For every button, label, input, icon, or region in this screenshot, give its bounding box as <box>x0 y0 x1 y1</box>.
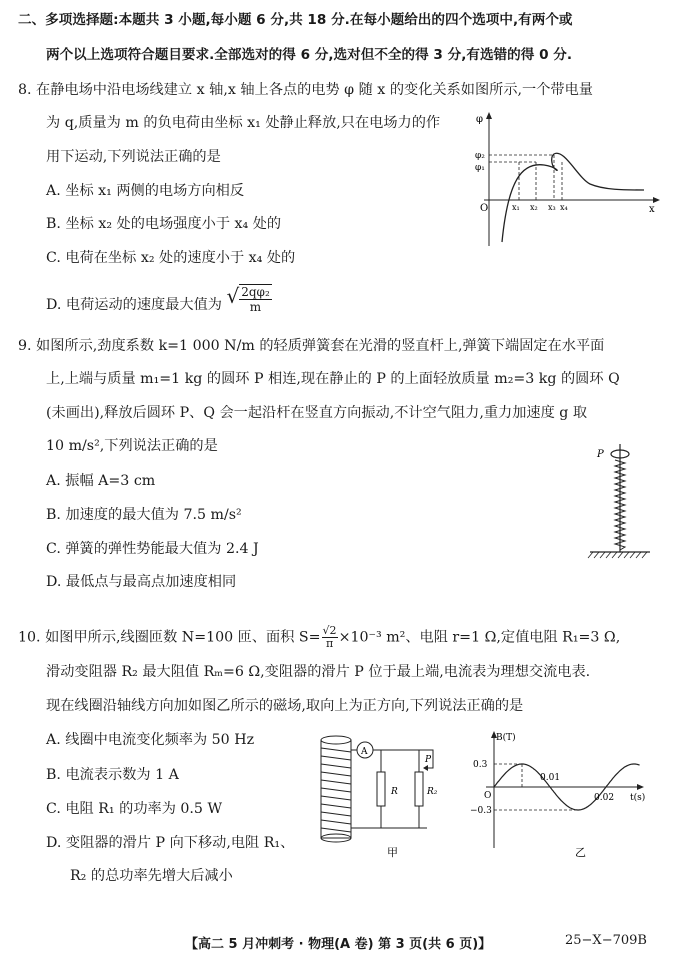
bt-graph-ylabel: B(T) <box>496 733 516 743</box>
bt-graph-t1: 0.01 <box>540 773 561 783</box>
q10-stem-line1 <box>18 625 620 650</box>
section-subtitle: 两个以上选项符合题目要求.全部选对的得 6 分,选对但不全的得 3 分,有选错的得 0 分. <box>46 47 573 63</box>
section-title: 二、多项选择题:本题共 3 小题,每小题 6 分,共 18 分.在每小题给出的四个选项中,有两个或 <box>18 12 573 28</box>
q8-graph-phi2: φ₂ <box>475 151 485 161</box>
q10-frac-numerator: √2 <box>322 624 337 637</box>
q10-stem-line3: 现在线圈沿轴线方向加如图乙所示的磁场,取向上为正方向,下列说法正确的是 <box>46 698 524 714</box>
q9-option-d: D. 最低点与最高点加速度相同 <box>46 574 237 590</box>
slider-p-label: P <box>425 755 432 765</box>
q8-potential-graph <box>474 110 664 250</box>
q10-option-b: B. 电流表示数为 1 A <box>46 767 179 783</box>
q9-stem-line4: 10 m/s²,下列说法正确的是 <box>46 438 218 454</box>
q8-option-b: B. 坐标 x₂ 处的电场强度小于 x₄ 处的 <box>46 216 282 232</box>
q10-option-d-line2: R₂ 的总功率先增大后减小 <box>70 868 233 884</box>
bt-graph-t2: 0.02 <box>594 793 615 803</box>
footer-exam-info: 【高二 5 月冲刺考 · 物理(A 卷) 第 3 页(共 6 页)】 <box>185 937 492 952</box>
q10-area-fraction <box>322 625 338 650</box>
q9-stem-line1: 9. 如图所示,劲度系数 k=1 000 N/m 的轻质弹簧套在光滑的竖直杆上,弹簧下端固定在水平面 <box>18 338 605 354</box>
q8-graph-x3: x₃ <box>548 203 556 212</box>
q8-stem-line2: 为 q,质量为 m 的负电荷由坐标 x₁ 处静止释放,只在电场力的作 <box>46 115 441 131</box>
ammeter-label: A <box>361 747 368 757</box>
bt-graph-ymax: 0.3 <box>473 760 488 770</box>
q9-stem-line3: (未画出),释放后圆环 P、Q 会一起沿杆在竖直方向振动,不计空气阻力,重力加速度 g 取 <box>46 405 588 421</box>
q9-stem-line2: 上,上端与质量 m₁=1 kg 的圆环 P 相连,现在静止的 P 的上面轻放质量 m₂=3 kg 的圆环 Q <box>46 371 620 387</box>
q8-frac-denominator: m <box>249 300 262 314</box>
bt-graph-xlabel: t(s) <box>630 793 646 803</box>
q8-frac-numerator: 2qφ₂ <box>241 285 270 299</box>
bt-graph-origin: O <box>484 791 492 801</box>
q10-stem-line2: 滑动变阻器 R₂ 最大阻值 Rₘ=6 Ω,变阻器的滑片 P 位于最上端,电流表为理想交流电表. <box>46 664 591 680</box>
q8-option-d-prefix: D. 电荷运动的速度最大值为 <box>46 297 222 313</box>
q8-sqrt-expression <box>226 284 271 314</box>
q9-option-a: A. 振幅 A=3 cm <box>46 473 156 489</box>
q10-stem-line1-a: 10. 如图甲所示,线圈匝数 N=100 匝、面积 S= <box>18 629 321 646</box>
q8-graph-origin: O <box>480 203 489 214</box>
footer-code: 25−X−709B <box>565 933 647 948</box>
fig-jia-label: 甲 <box>387 846 398 859</box>
q8-graph-ylabel: φ <box>476 114 484 125</box>
q8-graph-phi1: φ₁ <box>475 163 485 173</box>
q9-spring-figure <box>585 440 655 565</box>
q8-stem-line3: 用下运动,下列说法正确的是 <box>46 149 221 165</box>
q9-option-c: C. 弹簧的弹性势能最大值为 2.4 J <box>46 541 259 557</box>
q10-frac-denominator: π <box>325 637 334 650</box>
q8-option-c: C. 电荷在坐标 x₂ 处的速度小于 x₄ 处的 <box>46 250 296 266</box>
q8-graph-xlabel: x <box>649 204 655 215</box>
q8-stem-line1: 8. 在静电场中沿电场线建立 x 轴,x 轴上各点的电势 φ 随 x 的变化关系如图所示,一个带电量 <box>18 82 593 98</box>
q10-option-a: A. 线圈中电流变化频率为 50 Hz <box>46 732 255 748</box>
q8-option-a: A. 坐标 x₁ 两侧的电场方向相反 <box>46 183 245 199</box>
q8-graph-x4: x₄ <box>560 203 568 212</box>
resistor-r2-label: R₂ <box>427 787 438 797</box>
q10-circuit-figure <box>315 728 445 863</box>
sqrt-sign: √ <box>226 284 240 308</box>
q8-option-d <box>46 284 272 320</box>
q9-fig-label-p: P <box>597 449 604 460</box>
q10-option-d-line1: D. 变阻器的滑片 P 向下移动,电阻 R₁、 <box>46 835 295 851</box>
q10-bt-graph <box>470 728 650 863</box>
q9-option-b: B. 加速度的最大值为 7.5 m/s² <box>46 507 242 523</box>
resistor-r-label: R <box>391 787 398 797</box>
q8-graph-x2: x₂ <box>530 203 538 212</box>
q10-stem-line1-b: ×10⁻³ m²、电阻 r=1 Ω,定值电阻 R₁=3 Ω, <box>338 629 621 646</box>
bt-graph-ymin: −0.3 <box>470 806 492 816</box>
fig-yi-label: 乙 <box>575 846 586 859</box>
q10-option-c: C. 电阻 R₁ 的功率为 0.5 W <box>46 801 223 817</box>
q8-graph-x1: x₁ <box>512 203 520 212</box>
